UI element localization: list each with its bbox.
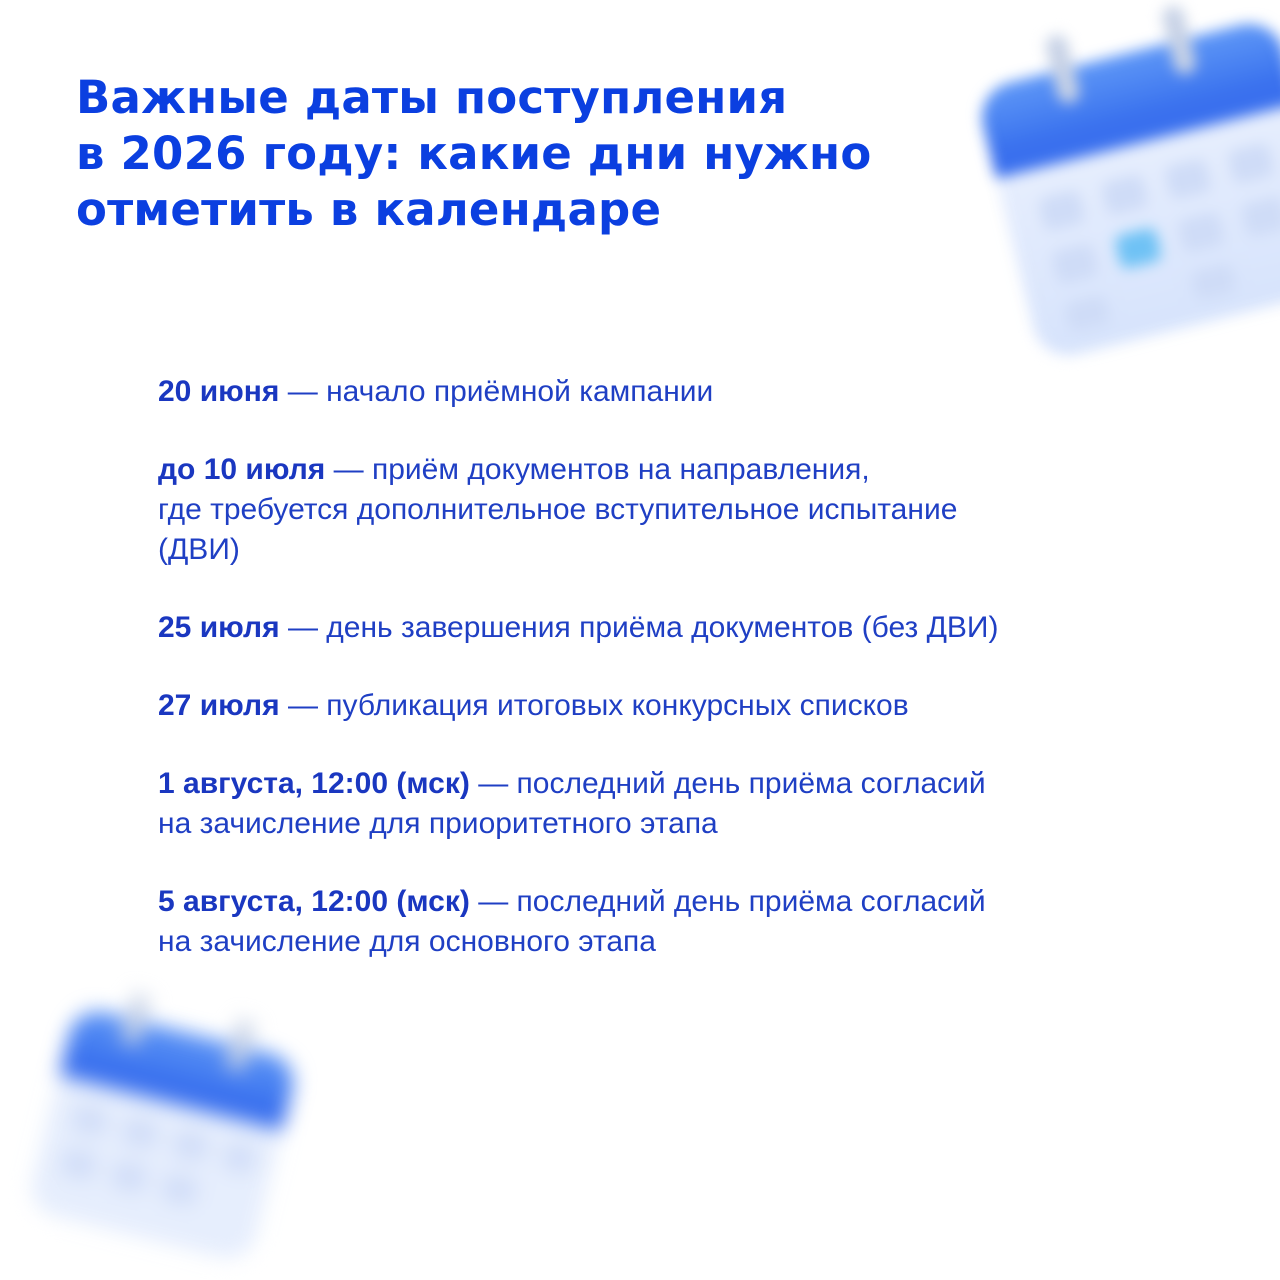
page-title [76, 70, 996, 238]
separator-dash: — [478, 885, 509, 918]
description-text: на зачисление для основного этапа [158, 925, 656, 958]
list-item-line [158, 608, 998, 648]
list-item-line [158, 686, 909, 726]
description-text: на зачисление для приоритетного этапа [158, 807, 718, 840]
list-item [158, 450, 957, 570]
separator-dash: — [287, 611, 318, 644]
list-item-line [158, 882, 986, 922]
separator-dash: — [478, 767, 509, 800]
date-label: до 10 июля [158, 453, 326, 486]
list-item-line [158, 450, 957, 490]
title-line: отметить в календаре [76, 183, 662, 236]
separator-dash: — [287, 375, 318, 408]
calendar-icon [955, 0, 1280, 375]
description-text: (ДВИ) [158, 533, 240, 566]
description-text: начало приёмной кампании [326, 375, 714, 408]
list-item [158, 764, 986, 844]
separator-dash: — [333, 453, 364, 486]
description-text: где требуется дополнительное вступительное испытание [158, 493, 958, 526]
description-text: публикация итоговых конкурсных списков [326, 689, 909, 722]
list-item-line [158, 764, 986, 804]
list-item [158, 882, 986, 962]
date-label: 20 июня [158, 375, 280, 408]
date-label: 5 августа, 12:00 (мск) [158, 885, 470, 918]
list-item [158, 372, 713, 412]
date-label: 27 июля [158, 689, 280, 722]
title-line: в 2026 году: какие дни нужно [76, 127, 872, 180]
description-text: последний день приёма согласий [516, 885, 986, 918]
list-item-line [158, 372, 713, 412]
description-text: приём документов на направления, [371, 453, 870, 486]
title-line: Важные даты поступления [76, 71, 788, 124]
description-text: день завершения приёма документов (без ДВИ) [326, 611, 999, 644]
description-text: последний день приёма согласий [516, 767, 986, 800]
list-item [158, 608, 998, 648]
list-item [158, 686, 909, 726]
date-label: 1 августа, 12:00 (мск) [158, 767, 470, 800]
separator-dash: — [287, 689, 318, 722]
date-label: 25 июля [158, 611, 280, 644]
calendar-icon [13, 973, 316, 1276]
